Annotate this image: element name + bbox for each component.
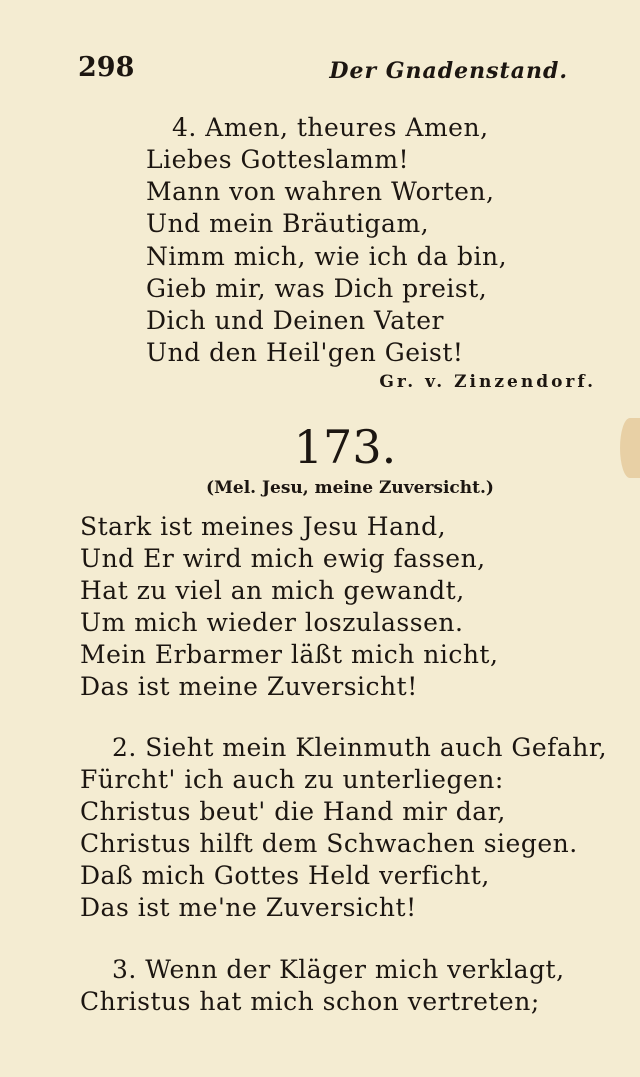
verse-line: Gieb mir, was Dich preist, bbox=[146, 274, 488, 303]
page-header bbox=[78, 52, 588, 92]
page-number: 298 bbox=[78, 52, 135, 83]
verse-line: 2. Sieht mein Kleinmuth auch Gefahr, bbox=[112, 733, 608, 762]
verse-line: Christus hilft dem Schwachen siegen. bbox=[80, 829, 578, 858]
melody-note: (Mel. Jesu, meine Zuversicht.) bbox=[206, 478, 494, 498]
page-edge-stain bbox=[620, 418, 640, 478]
verse-line: Um mich wieder loszulassen. bbox=[80, 608, 464, 637]
verse-line: 3. Wenn der Kläger mich verklagt, bbox=[112, 955, 565, 984]
verse-line: Mann von wahren Worten, bbox=[146, 177, 495, 206]
verse-line: Daß mich Gottes Held verficht, bbox=[80, 861, 490, 890]
verse-line: Und mein Bräutigam, bbox=[146, 209, 430, 238]
verse-line: Christus beut' die Hand mir dar, bbox=[80, 797, 506, 826]
verse-line: Fürcht' ich auch zu unterliegen: bbox=[80, 765, 504, 794]
verse-line: Das ist me'ne Zuversicht! bbox=[80, 893, 417, 922]
verse-line: Mein Erbarmer läßt mich nicht, bbox=[80, 640, 499, 669]
verse-line: Und den Heil'gen Geist! bbox=[146, 338, 464, 367]
author-attribution: Gr. v. Zinzendorf. bbox=[379, 372, 596, 392]
verse-line: Das ist meine Zuversicht! bbox=[80, 672, 418, 701]
verse-line: Hat zu viel an mich gewandt, bbox=[80, 576, 465, 605]
verse-line: Dich und Deinen Vater bbox=[146, 306, 444, 335]
verse-line: Liebes Gotteslamm! bbox=[146, 145, 410, 174]
verse-line: 4. Amen, theures Amen, bbox=[172, 113, 489, 142]
verse-line: Und Er wird mich ewig fassen, bbox=[80, 544, 486, 573]
verse-line: Stark ist meines Jesu Hand, bbox=[80, 512, 447, 541]
hymn-number: 173. bbox=[293, 420, 397, 474]
running-title: Der Gnadenstand. bbox=[329, 58, 568, 84]
verse-line: Christus hat mich schon vertreten; bbox=[80, 987, 540, 1016]
verse-line: Nimm mich, wie ich da bin, bbox=[146, 242, 508, 271]
